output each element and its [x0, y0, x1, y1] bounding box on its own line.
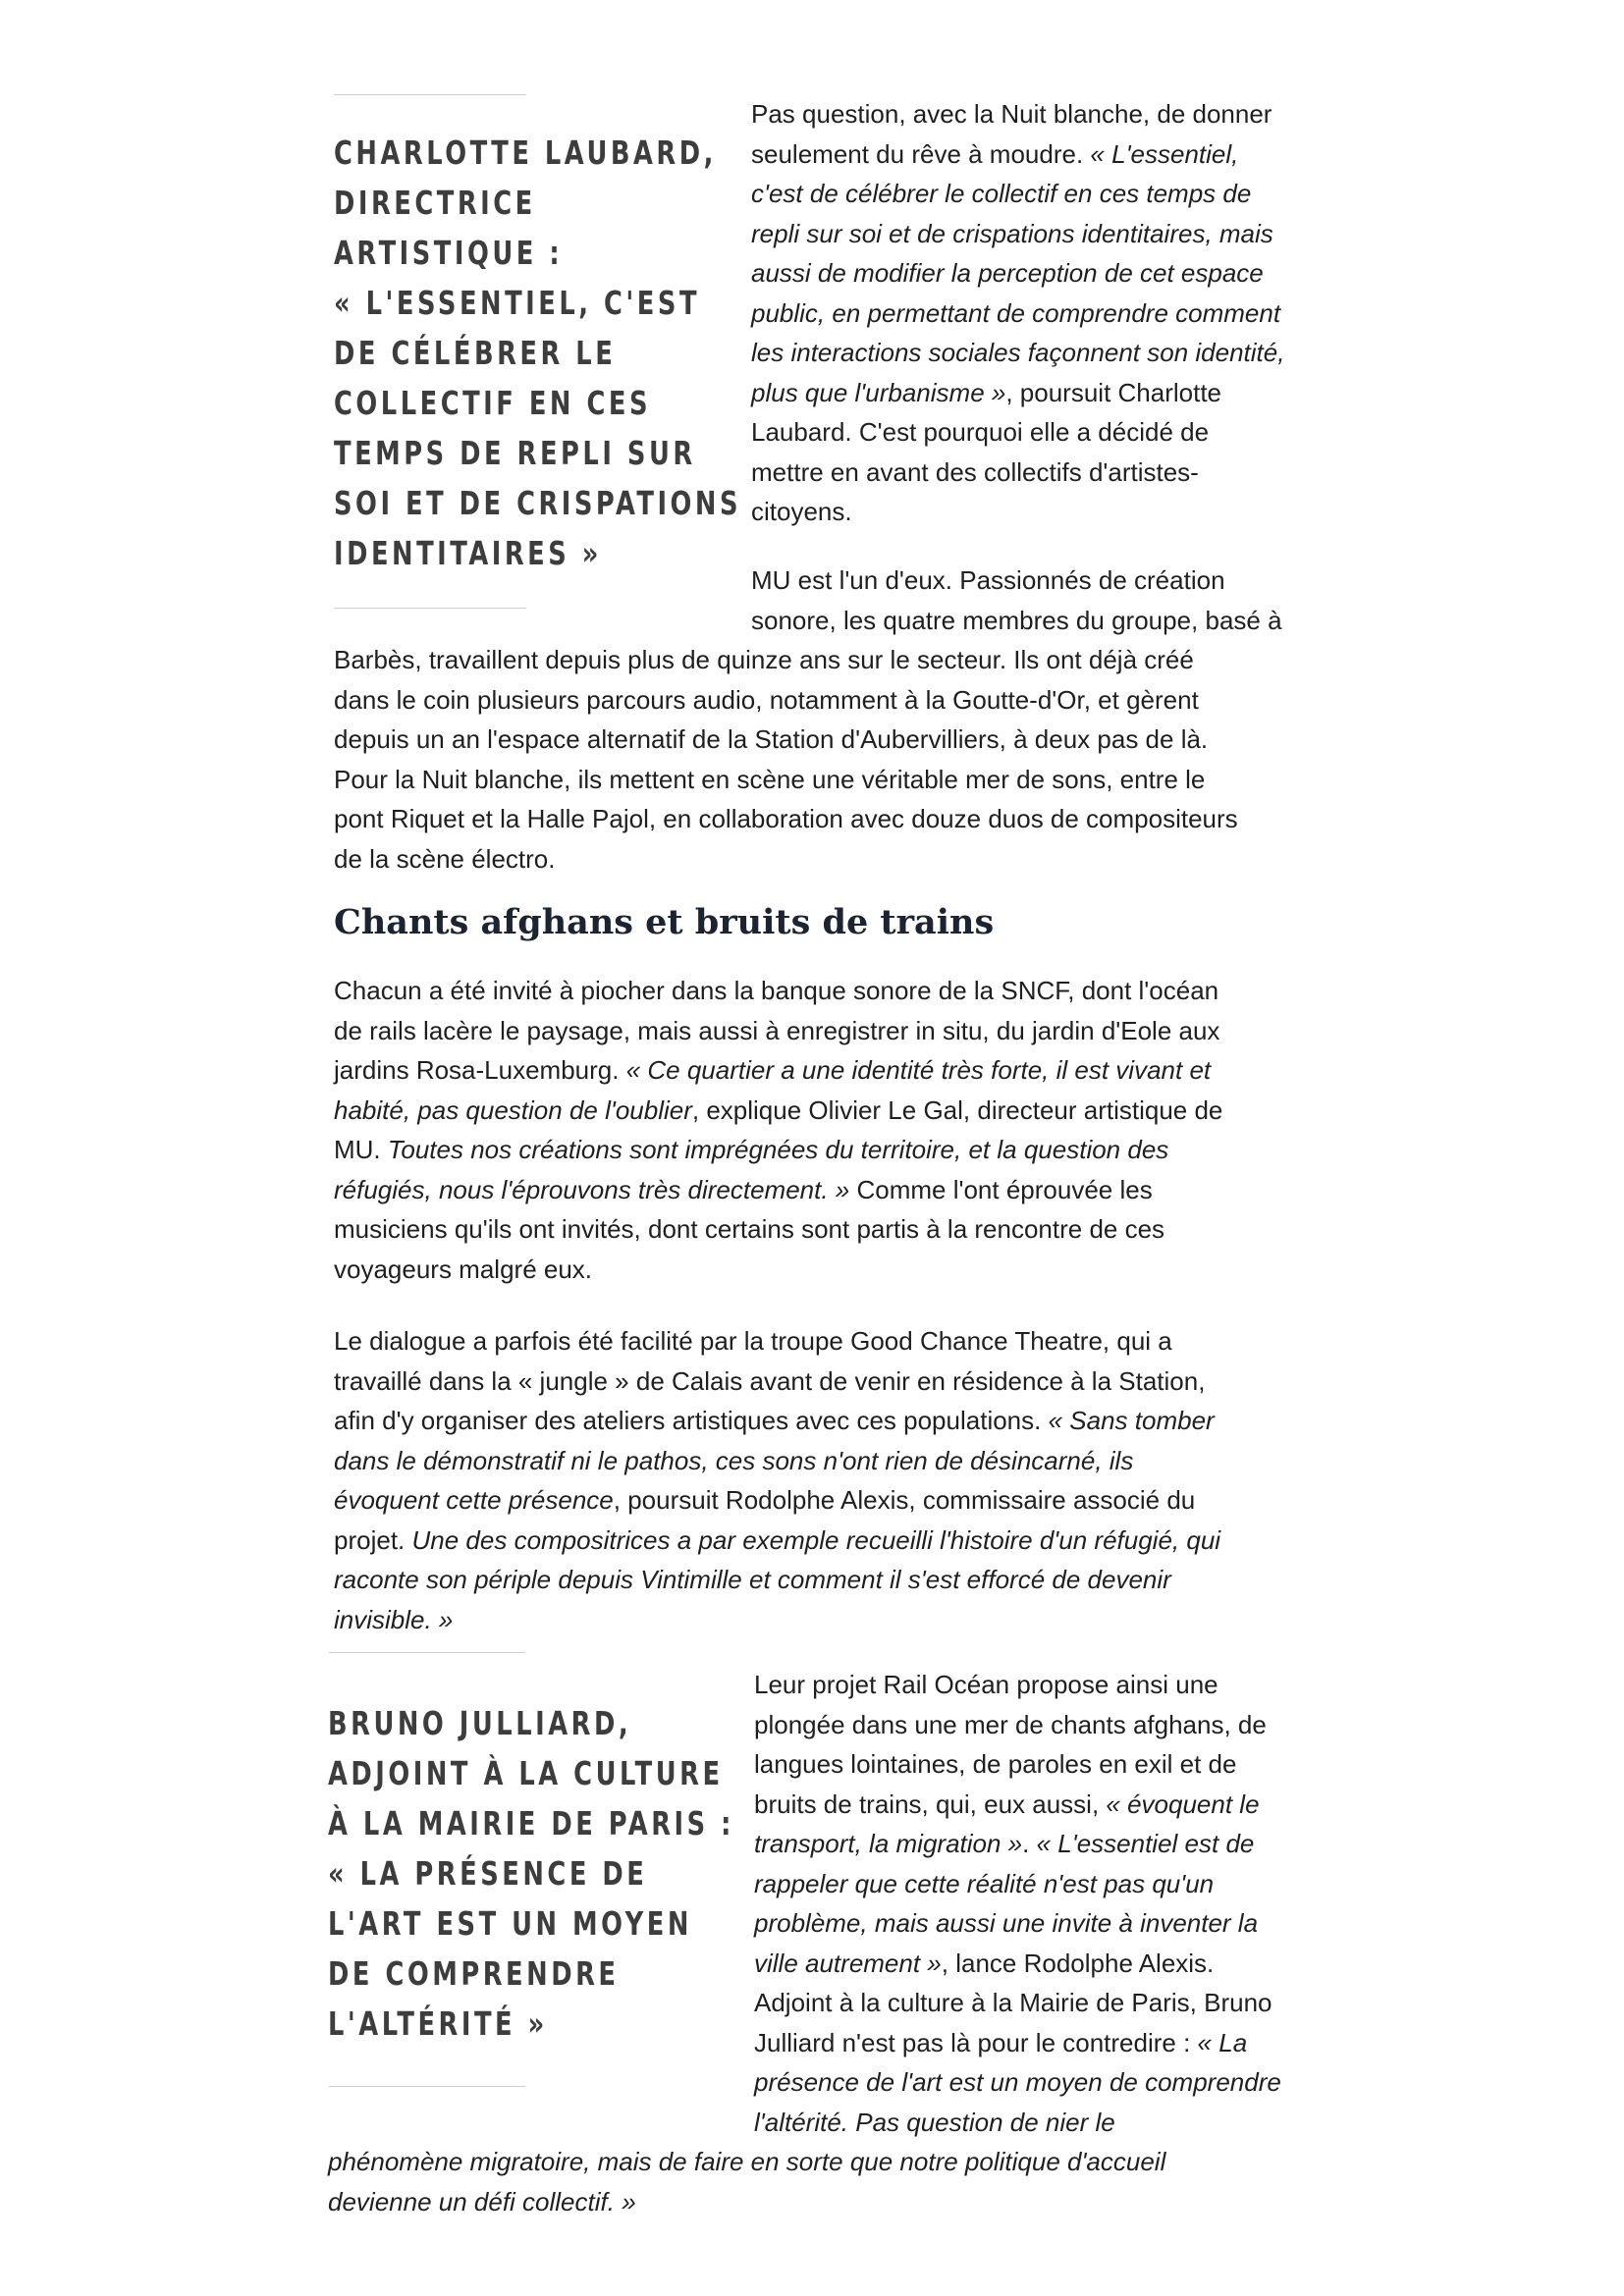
text-run: Leur projet Rail Océan propose ainsi une	[754, 1670, 1218, 1699]
pullquote-top-rule	[334, 94, 526, 95]
text-run: Julliard n'est pas là pour le contredire :	[754, 2027, 1198, 2057]
text-run: MU.	[334, 1135, 388, 1164]
text-run: citoyens.	[751, 497, 852, 526]
quote-run: raconte son périple depuis Vintimille et comment il s'est efforcé de devenir	[334, 1565, 1171, 1594]
text-line	[334, 1209, 1222, 1250]
pullquote-line: ADJOINT À LA CULTURE	[328, 1754, 724, 1792]
pullquote-line: DE CÉLÉBRER LE	[334, 334, 617, 372]
text-run: plongée dans une mer de chants afghans, de	[754, 1709, 1267, 1739]
paragraph-nuit-blanche-intro	[751, 94, 1284, 532]
quote-run: « L'essentiel est de	[1036, 1829, 1255, 1858]
paragraph-rail-ocean	[328, 2142, 1165, 2221]
text-run: Comme l'ont éprouvée les	[849, 1174, 1153, 1204]
text-line	[334, 1170, 1222, 1210]
text-line	[754, 1665, 1281, 1705]
text-line	[334, 720, 1238, 760]
text-line	[334, 1480, 1220, 1521]
text-line	[334, 1560, 1220, 1600]
text-run: jardins Rosa-Luxemburg.	[334, 1055, 626, 1085]
text-line	[334, 1401, 1220, 1441]
pullquote-line: DE COMPRENDRE	[328, 1954, 620, 1993]
text-line	[754, 1983, 1281, 2023]
quote-run: dans le démonstratif ni le pathos, ces sons n'ont rien de désincarné, ils	[334, 1445, 1134, 1475]
quote-run: Une des compositrices a par exemple recueilli l'histoire d'un réfugié, qui	[411, 1524, 1221, 1555]
text-line	[334, 971, 1222, 1011]
pullquote-line: « LA PRÉSENCE DE	[328, 1854, 648, 1893]
text-line	[751, 601, 1282, 641]
quote-run: aussi de modifier la perception de cet espace	[751, 258, 1264, 288]
text-line	[751, 453, 1284, 493]
text-line	[334, 1091, 1222, 1131]
text-run: .	[1022, 1829, 1037, 1858]
text-line	[751, 94, 1284, 134]
text-line	[754, 1744, 1281, 1785]
text-run: musiciens qu'ils ont invités, dont certains sont partis à la rencontre de ces	[334, 1214, 1165, 1244]
pullquote-line: À LA MAIRIE DE PARIS :	[328, 1804, 734, 1842]
text-run: de rails lacère le paysage, mais aussi à enregistrer in situ, du jardin d'Eole aux	[334, 1015, 1220, 1045]
text-line	[334, 1250, 1222, 1290]
quote-run: ville autrement »	[754, 1948, 942, 1978]
text-line	[328, 2142, 1165, 2182]
paragraph-good-chance-theatre	[334, 1321, 1220, 1639]
quote-run: « L'essentiel,	[1090, 138, 1239, 169]
text-run: bruits de trains, qui, eux aussi,	[754, 1789, 1107, 1819]
text-run: Adjoint à la culture à la Mairie de Paris, Bruno	[754, 1988, 1272, 2017]
text-run: depuis un an l'espace alternatif de la Station d'Aubervilliers, à deux pas de là.	[334, 724, 1209, 754]
text-run: Pas question, avec la Nuit blanche, de donner	[751, 99, 1272, 129]
quote-run: Toutes nos créations sont imprégnées du territoire, et la question des	[387, 1135, 1169, 1164]
quote-run: transport, la migration »	[754, 1829, 1023, 1858]
text-line	[754, 1785, 1281, 1825]
text-line	[754, 2023, 1281, 2063]
text-run: , lance Rodolphe Alexis.	[941, 1948, 1215, 1978]
paragraph-mu-collective	[334, 640, 1238, 879]
pullquote-line: TEMPS DE REPLI SUR	[334, 434, 696, 472]
text-line	[754, 1824, 1281, 1864]
text-line	[334, 839, 1238, 880]
quote-run: habité, pas question de l'oublier	[334, 1095, 692, 1125]
quote-run: phénomène migratoire, mais de faire en sorte que notre politique d'accueil	[328, 2147, 1166, 2176]
text-line	[334, 640, 1238, 680]
text-run: travaillé dans la « jungle » de Calais avant de venir en résidence à la Station,	[334, 1365, 1206, 1396]
quote-run: évoquent cette présence	[334, 1485, 614, 1515]
text-line	[334, 1521, 1220, 1561]
quote-run: devienne un défi collectif. »	[328, 2186, 636, 2216]
text-line	[334, 1600, 1220, 1640]
text-line	[751, 492, 1284, 532]
text-line	[751, 174, 1284, 214]
section-subheading: Chants afghans et bruits de trains	[334, 902, 995, 942]
pullquote-line: L'ALTÉRITÉ »	[328, 2004, 548, 2043]
pullquote-line: BRUNO JULLIARD,	[328, 1704, 632, 1742]
text-line	[334, 680, 1238, 721]
text-run: projet.	[334, 1524, 412, 1555]
pullquote-bottom-rule	[334, 608, 526, 609]
text-run: Barbès, travaillent depuis plus de quinze ans sur le secteur. Ils ont déjà créé	[334, 645, 1194, 674]
paragraph-sncf-sound-bank	[334, 971, 1222, 1289]
paragraph-rail-ocean-top	[754, 1665, 1281, 2142]
quote-run: l'altérité. Pas question de nier le	[754, 2107, 1115, 2137]
pullquote-top-rule	[329, 1652, 525, 1653]
text-line	[751, 561, 1282, 601]
quote-run: rappeler que cette réalité n'est pas qu'un	[754, 1868, 1215, 1898]
pullquote-line: SOI ET DE CRISPATIONS	[334, 484, 742, 522]
pullquote-line: L'ART EST UN MOYEN	[328, 1904, 692, 1943]
text-run: dans le coin plusieurs parcours audio, notamment à la Goutte-d'Or, et gèrent	[334, 684, 1199, 715]
quote-run: « La	[1197, 2027, 1248, 2057]
text-run: langues lointaines, de paroles en exil et de	[754, 1749, 1237, 1779]
quote-run: réfugiés, nous l'éprouvons très directement. »	[334, 1174, 850, 1204]
text-run: pont Riquet et la Halle Pajol, en collaboration avec douze duos de compositeurs	[334, 804, 1238, 833]
quote-run: présence de l'art est un moyen de comprendre	[754, 2067, 1281, 2097]
text-line	[751, 373, 1284, 413]
text-line	[334, 1011, 1222, 1051]
quote-run: public, en permettant de comprendre comment	[751, 297, 1281, 328]
text-line	[754, 1864, 1281, 1904]
text-line	[751, 333, 1284, 373]
quote-run: plus que l'urbanisme »	[751, 377, 1006, 407]
quote-run: les interactions sociales façonnent son identité,	[751, 338, 1285, 367]
text-run: MU est l'un d'eux. Passionnés de création	[751, 565, 1225, 595]
text-line	[334, 1050, 1222, 1091]
text-line	[751, 134, 1284, 175]
text-run: Pour la Nuit blanche, ils mettent en scène une véritable mer de sons, entre le	[334, 764, 1206, 794]
text-run: seulement du rêve à moudre.	[751, 138, 1091, 169]
text-line	[754, 1944, 1281, 1984]
text-line	[751, 214, 1284, 254]
text-line	[751, 412, 1284, 453]
text-line	[751, 294, 1284, 334]
quote-run: « évoquent le	[1106, 1789, 1260, 1819]
paragraph-mu-collective-top	[751, 561, 1282, 640]
quote-run: repli sur soi et de crispations identitaires, mais	[751, 218, 1273, 248]
text-line	[754, 2103, 1281, 2143]
text-line	[334, 1362, 1220, 1402]
text-run: sonore, les quatre membres du groupe, basé à	[751, 605, 1282, 635]
text-line	[328, 2182, 1165, 2222]
text-line	[751, 253, 1284, 294]
pullquote-line: COLLECTIF EN CES	[334, 384, 651, 422]
text-run: Le dialogue a parfois été facilité par la troupe Good Chance Theatre, qui a	[334, 1326, 1172, 1356]
pullquote-line: IDENTITAIRES »	[334, 534, 602, 572]
quote-run: problème, mais aussi une invite à inventer la	[754, 1908, 1259, 1938]
text-run: voyageurs malgré eux.	[334, 1254, 593, 1284]
pull-quote-charlotte-laubard	[334, 128, 741, 578]
text-run: mettre en avant des collectifs d'artistes-	[751, 456, 1199, 487]
text-run: afin d'y organiser des ateliers artistiques avec ces populations.	[334, 1406, 1049, 1435]
text-line	[334, 1321, 1220, 1362]
text-line	[754, 2062, 1281, 2103]
text-run: Chacun a été invité à piocher dans la banque sonore de la SNCF, dont l'océan	[334, 976, 1219, 1005]
text-run: , poursuit Charlotte	[1005, 377, 1222, 407]
text-line	[334, 760, 1238, 800]
text-run: , poursuit Rodolphe Alexis, commissaire associé du	[613, 1485, 1196, 1515]
pullquote-line: CHARLOTTE LAUBARD,	[334, 133, 717, 172]
text-line	[334, 1441, 1220, 1481]
pullquote-bottom-rule	[329, 2086, 525, 2087]
text-run: de la scène électro.	[334, 843, 556, 874]
pullquote-line: DIRECTRICE	[334, 184, 536, 222]
text-run: Laubard. C'est pourquoi elle a décidé de	[751, 417, 1210, 447]
quote-run: « Sans tomber	[1048, 1406, 1215, 1435]
pull-quote-bruno-julliard	[328, 1698, 734, 2049]
pullquote-line: ARTISTIQUE :	[334, 234, 564, 272]
quote-run: invisible. »	[334, 1604, 454, 1634]
text-line	[334, 1130, 1222, 1170]
quote-run: c'est de célébrer le collectif en ces temps de	[751, 179, 1252, 208]
pullquote-line: « L'ESSENTIEL, C'EST	[334, 284, 701, 322]
text-line	[754, 1903, 1281, 1944]
quote-run: « Ce quartier a une identité très forte, il est vivant et	[625, 1055, 1212, 1085]
text-line	[754, 1705, 1281, 1745]
text-line	[334, 799, 1238, 839]
text-run: , explique Olivier Le Gal, directeur artistique de	[691, 1095, 1223, 1125]
